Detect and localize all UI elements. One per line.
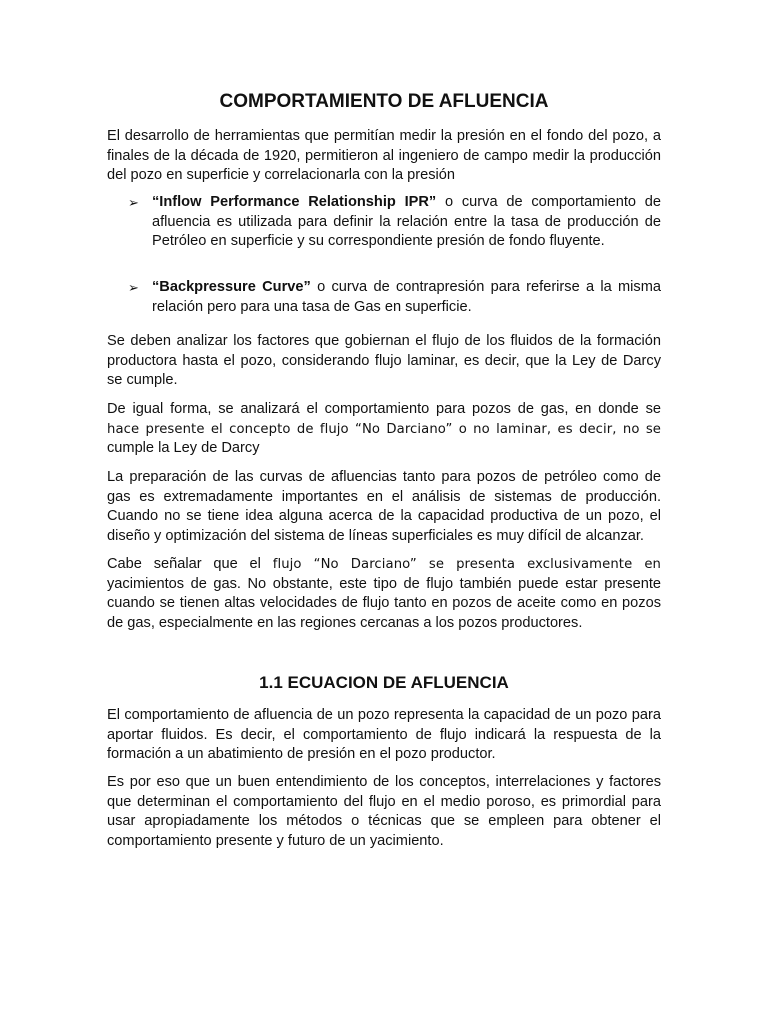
page-title: COMPORTAMIENTO DE AFLUENCIA xyxy=(219,91,549,112)
bullet-ipr-term: “Inflow Performance Relationship IPR” xyxy=(152,194,437,210)
section-paragraph-1: El comportamiento de afluencia de un pozo representa la capacidad de un pozo para aportar fluidos. Es decir, el comportamiento de flujo indicará la respuesta de la formación a un abatimiento de presión en el pozo productor. xyxy=(107,707,661,763)
arrow-bullet-icon: ➢ xyxy=(128,195,139,210)
nodarcy-paragraph-part2: flujo “No Darciano” se presenta exclusivamente en xyxy=(272,557,662,572)
bullet-backpressure xyxy=(128,278,661,317)
bullet-ipr-text xyxy=(152,193,661,252)
section-title: 1.1 ECUACION DE AFLUENCIA xyxy=(259,673,509,692)
bullet-ipr xyxy=(128,193,661,252)
bullet-backpressure-term: “Backpressure Curve” xyxy=(152,279,311,295)
arrow-bullet-icon: ➢ xyxy=(128,280,139,295)
bullet-ipr-description: o curva de comportamiento de afluencia es utilizada para definir la relación entre la tasa de producción de Petróleo en superficie y su correspondiente presión de fondo fluyente. xyxy=(152,194,661,250)
intro-paragraph: El desarrollo de herramientas que permitían medir la presión en el fondo del pozo, a finales de la década de 1920, permitieron al ingeniero de campo medir la producción del pozo en superficie y correlacionarla con la presión xyxy=(107,128,661,184)
section-paragraph-2: Es por eso que un buen entendimiento de los conceptos, interrelaciones y factores que determinan el comportamiento del flujo en el medio poroso, es primordial para usar apropiadamente los métodos o técnicas que se empleen para obtener el comportamiento presente y futuro de un yacimiento. xyxy=(107,774,661,849)
curves-paragraph: La preparación de las curvas de afluencias tanto para pozos de petróleo como de gas es extremadamente importantes en el análisis de sistemas de producción. Cuando no se tiene idea alguna acerca de la capacidad productiva de un pozo, el diseño y optimización del sistema de líneas superficiales es muy difícil de alcanzar. xyxy=(107,469,661,544)
nodarcy-paragraph xyxy=(107,555,661,633)
nodarcy-paragraph-part3: yacimientos de gas. No obstante, este tipo de flujo también puede estar presente cuando se tienen altas velocidades de flujo tanto en pozos de aceite como en pozos de gas, especialmente en las regiones cercanas a los pozos productores. xyxy=(107,575,661,631)
bullet-backpressure-description: o curva de contrapresión para referirse a la misma relación pero para una tasa de Gas en superficie. xyxy=(152,279,661,315)
gas-paragraph-part1: De igual forma, se analizará el comportamiento para pozos de gas, en donde se xyxy=(107,401,661,417)
nodarcy-paragraph-part1: Cabe señalar que el xyxy=(107,556,273,572)
bullet-backpressure-text xyxy=(152,278,661,317)
gas-paragraph xyxy=(107,400,661,459)
gas-paragraph-part2: hace presente el concepto de flujo “No Darciano” o no laminar, es decir, no se xyxy=(107,421,661,437)
gas-paragraph-part3: cumple la Ley de Darcy xyxy=(107,440,260,457)
factors-paragraph: Se deben analizar los factores que gobiernan el flujo de los fluidos de la formación productora hasta el pozo, considerando flujo laminar, es decir, que la Ley de Darcy se cumple. xyxy=(107,333,661,389)
